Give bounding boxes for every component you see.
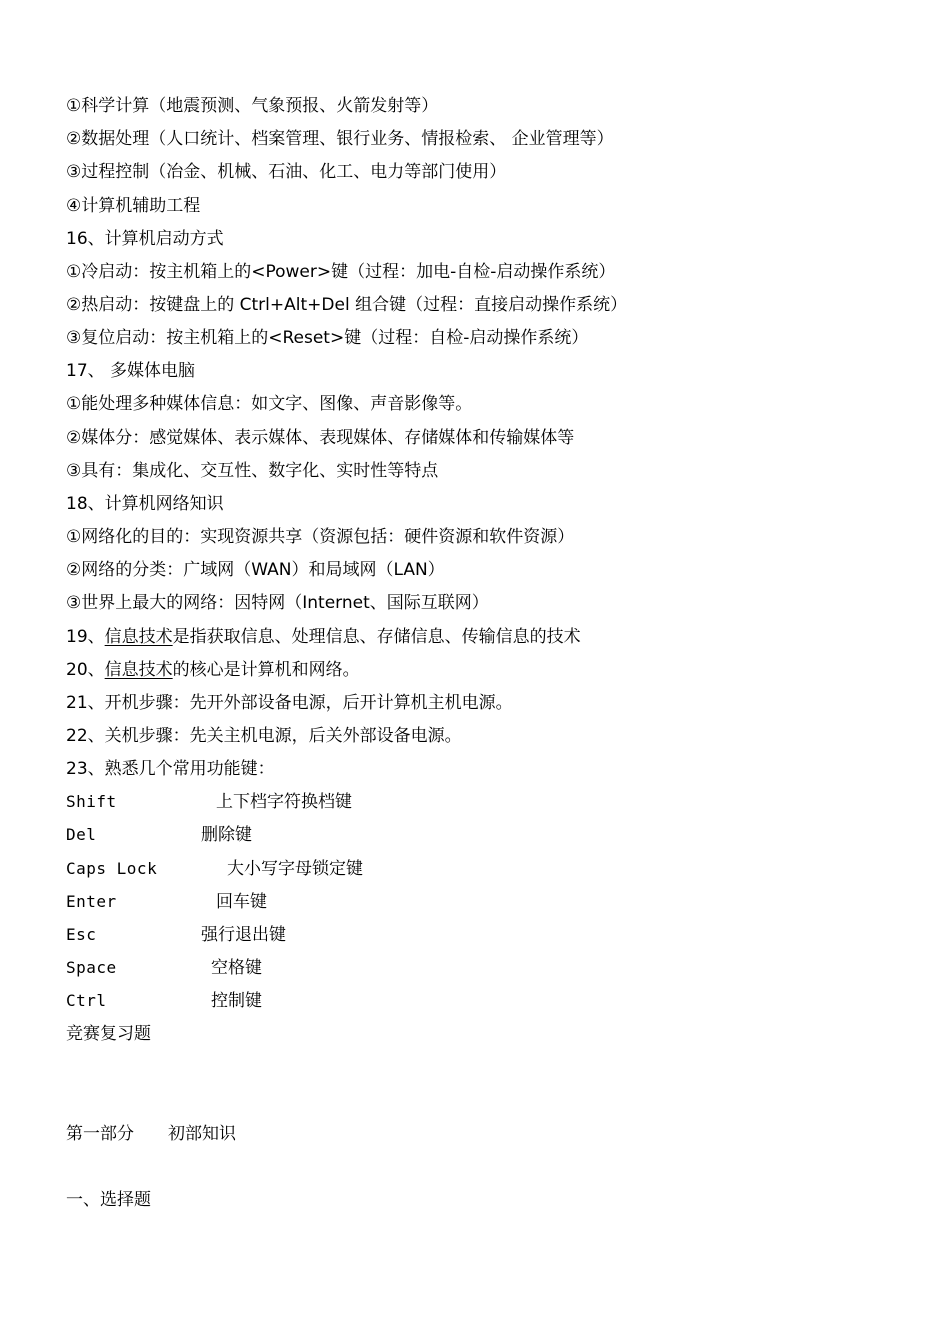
part-heading	[66, 1122, 366, 1146]
key-row	[66, 823, 466, 847]
key-name: Esc	[66, 925, 97, 944]
text-line: ④计算机辅助工程	[66, 196, 201, 216]
key-name: Space	[66, 958, 117, 977]
key-description: 大小写字母锁定键	[227, 859, 363, 879]
key-row	[66, 923, 466, 947]
key-description: 上下档字符换档键	[216, 792, 352, 812]
item-20	[66, 658, 360, 682]
text-line: ①网络化的目的：实现资源共享（资源包括：硬件资源和软件资源）	[66, 527, 575, 547]
key-row	[66, 857, 466, 881]
text-line: ①冷启动：按主机箱上的<Power>键（过程：加电-自检-启动操作系统）	[66, 262, 616, 282]
text-line: ②媒体分：感觉媒体、表示媒体、表现媒体、存储媒体和传输媒体等	[66, 428, 575, 448]
review-title: 竞赛复习题	[66, 1024, 151, 1044]
key-name: Ctrl	[66, 991, 107, 1010]
key-row	[66, 956, 466, 980]
item-prefix: 19、	[66, 627, 105, 647]
key-description: 回车键	[216, 892, 267, 912]
underlined-term: 信息技术	[104, 660, 173, 680]
section-heading: 16、计算机启动方式	[66, 229, 224, 249]
key-name: Caps Lock	[66, 859, 158, 878]
underlined-term: 信息技术	[104, 627, 173, 647]
text-line: ③过程控制（冶金、机械、石油、化工、电力等部门使用）	[66, 162, 507, 182]
item-text: 是指获取信息、处理信息、存储信息、传输信息的技术	[172, 627, 581, 647]
item-23: 23、熟悉几个常用功能键：	[66, 759, 275, 779]
key-description: 空格键	[211, 958, 262, 978]
key-name: Shift	[66, 792, 117, 811]
key-description: 强行退出键	[201, 925, 286, 945]
section-heading: 18、计算机网络知识	[66, 494, 224, 514]
key-description: 删除键	[201, 825, 252, 845]
key-description: 控制键	[211, 991, 262, 1011]
text-line: ③具有：集成化、交互性、数字化、实时性等特点	[66, 461, 439, 481]
text-line: ②数据处理（人口统计、档案管理、银行业务、情报检索、 企业管理等）	[66, 129, 614, 149]
section-title: 一、选择题	[66, 1190, 151, 1210]
item-text: 的核心是计算机和网络。	[172, 660, 360, 680]
text-line: ①能处理多种媒体信息：如文字、图像、声音影像等。	[66, 394, 473, 414]
item-21: 21、开机步骤：先开外部设备电源，后开计算机主机电源。	[66, 693, 513, 713]
item-22: 22、关机步骤：先关主机电源，后关外部设备电源。	[66, 726, 462, 746]
part-subtitle: 初部知识	[168, 1124, 236, 1144]
section-heading: 17、 多媒体电脑	[66, 361, 196, 381]
key-row	[66, 790, 466, 814]
part-title: 第一部分	[66, 1124, 134, 1144]
key-row	[66, 890, 466, 914]
text-line: ③复位启动：按主机箱上的<Reset>键（过程：自检-启动操作系统）	[66, 328, 589, 348]
item-19	[66, 625, 581, 649]
key-name: Enter	[66, 892, 117, 911]
text-line: ①科学计算（地震预测、气象预报、火箭发射等）	[66, 96, 439, 116]
item-prefix: 20、	[66, 660, 105, 680]
text-line: ③世界上最大的网络：因特网（Internet、国际互联网）	[66, 593, 489, 613]
text-line: ②网络的分类：广域网（WAN）和局域网（LAN）	[66, 560, 445, 580]
text-line: ②热启动：按键盘上的 Ctrl+Alt+Del 组合键（过程：直接启动操作系统）	[66, 295, 628, 315]
key-name: Del	[66, 825, 97, 844]
key-row	[66, 989, 466, 1013]
